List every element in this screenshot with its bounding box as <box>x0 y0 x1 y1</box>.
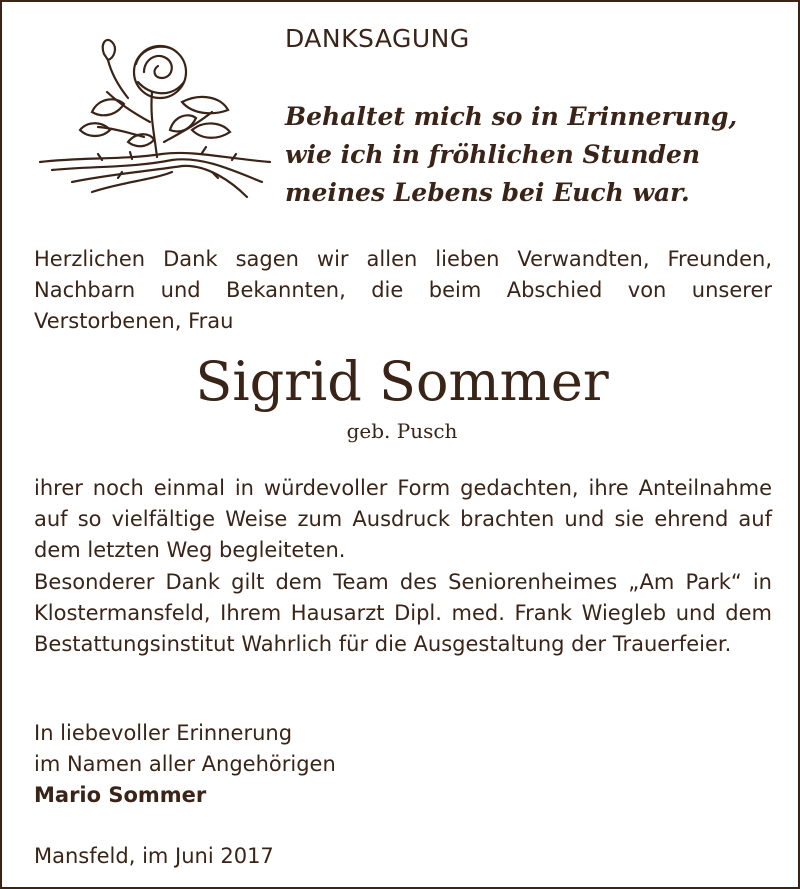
quote-line: meines Lebens bei Euch war. <box>285 178 690 207</box>
quote-line: wie ich in fröhlichen Stunden <box>285 140 701 169</box>
memorial-quote <box>285 98 785 212</box>
place-date: Mansfeld, im Juni 2017 <box>34 844 274 868</box>
gratitude-paragraph: ihrer noch einmal in würdevoller Form gedachten, ihre Anteilnahme auf so vielfältige Weise zum Ausdruck brachten und sie ehrend auf dem letzten Weg begleiteten. <box>34 476 772 562</box>
closing-line: In liebevoller Erinnerung <box>34 721 293 745</box>
notice-heading: DANKSAGUNG <box>285 24 470 53</box>
birth-name: geb. Pusch <box>346 419 458 443</box>
intro-paragraph: Herzlichen Dank sagen wir allen lieben Verwandten, Freunden, Nachbarn und Bekannten, die beim Abschied von unserer Verstorbenen, Frau <box>34 247 772 333</box>
quote-line: Behaltet mich so in Erinnerung, <box>285 102 738 131</box>
closing-line: im Namen aller Angehörigen <box>34 752 336 776</box>
rose-icon <box>32 32 277 207</box>
special-thanks-paragraph: Besonderer Dank gilt dem Team des Seniorenheimes „Am Park“ in Klostermansfeld, Ihrem Hausarzt Dipl. med. Frank Wiegleb und dem Bestattungsinstitut Wahrlich für die Ausgestaltung der Trauerfeier. <box>34 570 772 656</box>
signer-name: Mario Sommer <box>34 783 207 807</box>
closing-block <box>34 718 336 811</box>
deceased-name: Sigrid Sommer <box>195 350 609 413</box>
